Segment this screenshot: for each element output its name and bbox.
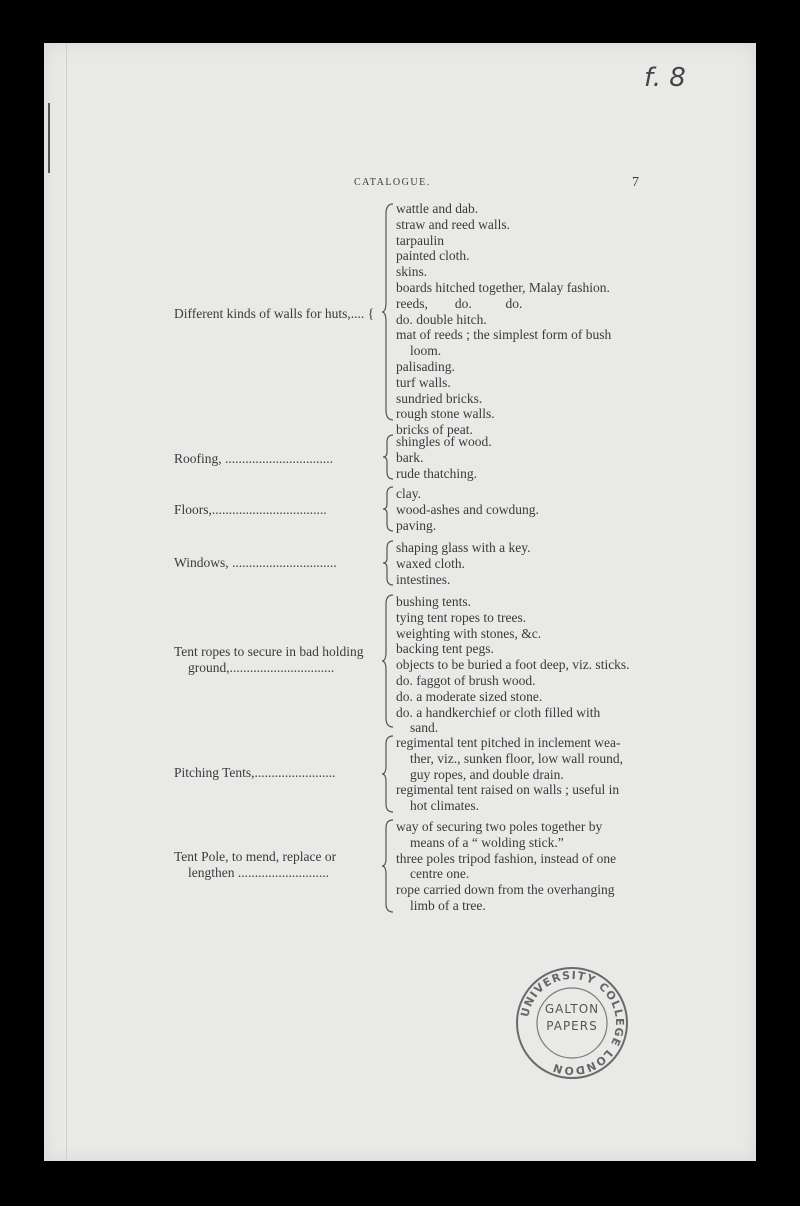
list-item: intestines. [396, 571, 451, 587]
brace-tent-pole [382, 819, 396, 913]
list-item: mat of reeds ; the simplest form of bush [396, 327, 612, 343]
entry-label-floors [174, 502, 327, 518]
stamp-line: GALTON [544, 1002, 600, 1016]
list-item: do. faggot of brush wood. [396, 672, 536, 688]
entry-label-pitching-tents [174, 765, 336, 781]
list-item: regimental tent pitched in inclement wea- [396, 735, 621, 750]
list-item: loom. [410, 343, 442, 359]
list-item: way of securing two poles together by [396, 819, 603, 834]
label-line: Roofing, ................................ [174, 451, 334, 466]
list-item: paving. [396, 517, 437, 533]
margin-mark [48, 103, 50, 173]
brace-floors [382, 486, 396, 532]
label-line: Different kinds of walls for huts,.... { [174, 306, 375, 321]
list-item: painted cloth. [396, 248, 470, 264]
list-item: reeds, do. do. [396, 295, 523, 311]
label-line: lengthen ........................... [188, 865, 329, 880]
list-item: shingles of wood. [396, 434, 492, 449]
catalogue-page [44, 43, 756, 1161]
list-item: clay. [396, 486, 421, 501]
list-item: guy ropes, and double drain. [410, 766, 564, 782]
list-item: wood-ashes and cowdung. [396, 501, 539, 517]
list-item: ther, viz., sunken floor, low wall round, [410, 750, 624, 766]
list-item: rope carried down from the overhanging [396, 882, 615, 898]
stamp-center [544, 1001, 600, 1035]
list-item: rude thatching. [396, 465, 477, 481]
list-item: regimental tent raised on walls ; useful in [396, 782, 620, 798]
entry-items-windows [396, 540, 644, 587]
list-item: waxed cloth. [396, 555, 465, 571]
list-item: palisading. [396, 358, 455, 374]
list-item: rough stone walls. [396, 406, 495, 422]
entry-label-windows [174, 555, 337, 571]
label-line: Floors,.................................. [174, 502, 327, 517]
label-line: Tent ropes to secure in bad holding [174, 644, 364, 659]
entry-label-tent-pole [174, 849, 336, 881]
list-item: objects to be buried a foot deep, viz. sticks. [396, 657, 630, 673]
folio-number: f. 8 [644, 63, 686, 93]
page-number: 7 [632, 175, 639, 190]
list-item: bricks of peat. [396, 422, 473, 438]
page-fold-line [66, 43, 67, 1161]
entry-label-walls [174, 306, 374, 322]
list-item: wattle and dab. [396, 201, 479, 216]
label-line: Windows, ............................... [174, 555, 337, 570]
list-item: centre one. [410, 866, 470, 882]
list-item: shaping glass with a key. [396, 540, 531, 555]
brace-pitching-tents [382, 735, 396, 813]
entry-items-floors [396, 486, 644, 533]
brace-walls [382, 202, 396, 422]
list-item: tarpaulin [396, 232, 444, 248]
list-item: three poles tripod fashion, instead of one [396, 850, 617, 866]
entry-items-tent-pole [396, 819, 644, 914]
label-line: ground,............................... [188, 660, 335, 675]
entry-items-walls [396, 201, 644, 438]
entry-items-pitching-tents [396, 735, 644, 814]
list-item: do. a handkerchief or cloth filled with [396, 704, 601, 720]
list-item: bark. [396, 449, 424, 465]
list-item: tying tent ropes to trees. [396, 609, 527, 625]
list-item: sand. [410, 720, 439, 736]
label-line: Pitching Tents,........................ [174, 765, 336, 780]
list-item: do. a moderate sized stone. [396, 688, 543, 704]
entry-label-tent-ropes [174, 644, 364, 676]
list-item: limb of a tree. [410, 897, 486, 913]
brace-roofing [382, 434, 396, 480]
list-item: boards hitched together, Malay fashion. [396, 279, 610, 295]
list-item: means of a “ wolding stick.” [410, 834, 564, 850]
list-item: weighting with stones, &c. [396, 625, 542, 641]
list-item: sundried bricks. [396, 390, 483, 406]
brace-windows [382, 540, 396, 586]
list-item: straw and reed walls. [396, 216, 510, 232]
list-item: backing tent pegs. [396, 641, 494, 657]
list-item: skins. [396, 264, 428, 280]
running-head: CATALOGUE. [354, 177, 431, 188]
list-item: bushing tents. [396, 594, 472, 609]
list-item: turf walls. [396, 374, 451, 390]
entry-label-roofing [174, 451, 333, 467]
stamp-ring-text: UNIVERSITY COLLEGE LONDON [518, 968, 627, 1078]
list-item: do. double hitch. [396, 311, 487, 327]
entry-items-roofing [396, 434, 644, 481]
brace-tent-ropes [382, 594, 396, 728]
label-line: Tent Pole, to mend, replace or [174, 849, 337, 864]
stamp-line: PAPERS [546, 1019, 598, 1033]
entry-items-tent-ropes [396, 594, 644, 736]
list-item: hot climates. [410, 798, 479, 814]
